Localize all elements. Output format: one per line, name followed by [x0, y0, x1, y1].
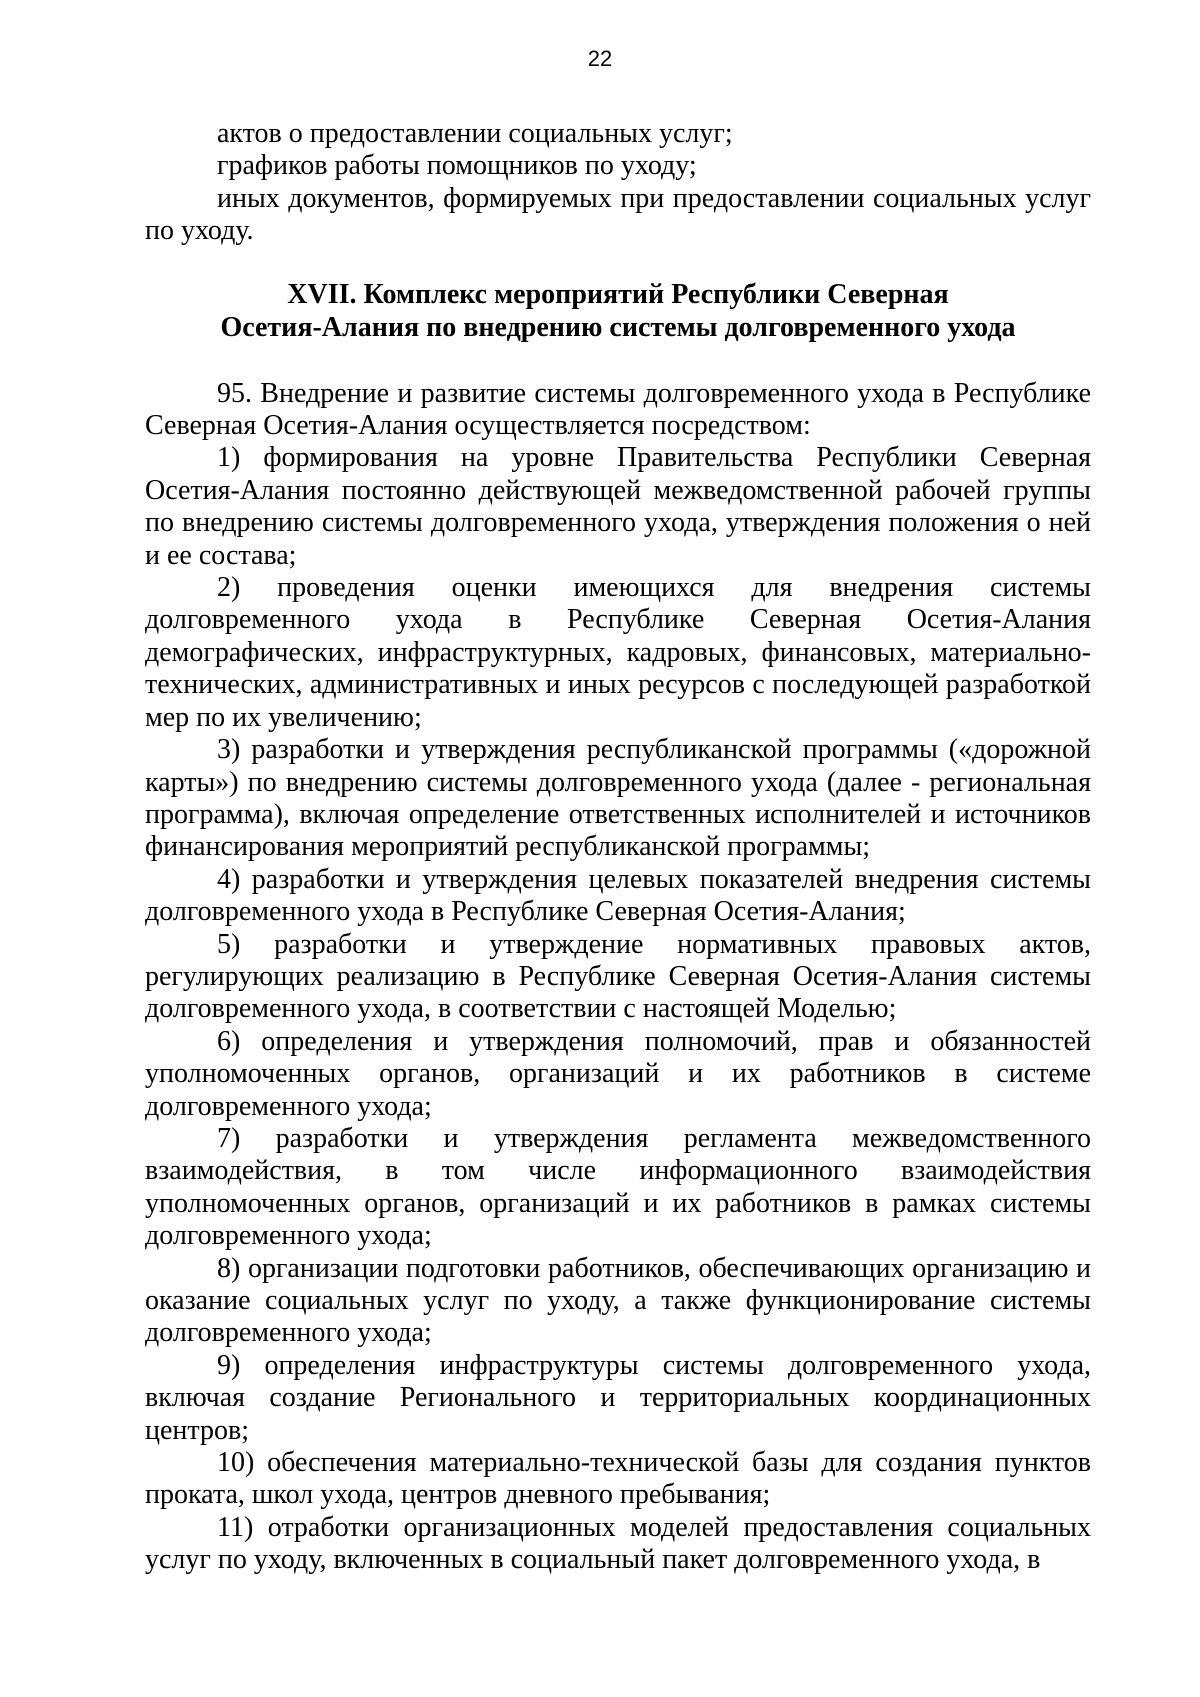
- section-heading-line: XVII. Комплекс мероприятий Республики Северная: [287, 278, 949, 310]
- list-item-1: 1) формирования на уровне Правительства Республики Северная Осетия-Алания постоянно действующей межведомственной рабочей группы по внедрению системы долговременного ухода, утверждения положения о ней и ее состава;: [145, 442, 1091, 571]
- list-item-2: 2) проведения оценки имеющихся для внедрения системы долговременного ухода в Республике Северная Осетия-Алания демографических, инфраструктурных, кадровых, финансовых, материально-технических, административных и иных ресурсов с последующей разработкой мер по их увеличению;: [145, 572, 1091, 733]
- list-item-11: 11) отработки организационных моделей предоставления социальных услуг по уходу, включенных в социальный пакет долговременного ухода, в: [145, 1511, 1091, 1576]
- list-item-3: 3) разработки и утверждения республиканской программы («дорожной карты») по внедрению системы долговременного ухода (далее - региональная программа), включая определение ответственных исполнителей и источников финансирования мероприятий республиканской программы;: [145, 734, 1091, 863]
- intro-line: иных документов, формируемых при предоставлении социальных услуг по уходу.: [145, 182, 1091, 247]
- section-heading: [145, 278, 1091, 344]
- list-item-10: 10) обеспечения материально-технической базы для создания пунктов проката, школ ухода, центров дневного пребывания;: [145, 1447, 1091, 1511]
- paragraph-95: 95. Внедрение и развитие системы долговременного ухода в Республике Северная Осетия-Алания осуществляется посредством:: [145, 377, 1091, 442]
- list-item-9: 9) определения инфраструктуры системы долговременного ухода, включая создание Регионального и территориальных координационных центров;: [145, 1349, 1091, 1446]
- intro-line: графиков работы помощников по уходу;: [217, 150, 697, 182]
- list-item-6: 6) определения и утверждения полномочий, прав и обязанностей уполномоченных органов, организаций и их работников в системе долговременного ухода;: [145, 1025, 1091, 1122]
- section-heading-line: Осетия-Алания по внедрению системы долговременного ухода: [220, 311, 1016, 343]
- document-body: [145, 118, 1091, 1577]
- list-item-7: 7) разработки и утверждения регламента межведомственного взаимодействия, в том числе информационного взаимодействия уполномоченных органов, организаций и их работников в рамках системы долговременного ухода;: [145, 1122, 1091, 1252]
- list-item-5: 5) разработки и утверждение нормативных правовых актов, регулирующих реализацию в Республике Северная Осетия-Алания системы долговременного ухода, в соответствии с настоящей Моделью;: [145, 928, 1091, 1025]
- intro-line: актов о предоставлении социальных услуг;: [217, 118, 733, 149]
- list-item-8: 8) организации подготовки работников, обеспечивающих организацию и оказание социальных услуг по уходу, а также функционирование системы долговременного ухода;: [145, 1252, 1091, 1349]
- list-item-4: 4) разработки и утверждения целевых показателей внедрения системы долговременного ухода в Республике Северная Осетия-Алания;: [145, 863, 1091, 928]
- page-number: 22: [587, 46, 613, 71]
